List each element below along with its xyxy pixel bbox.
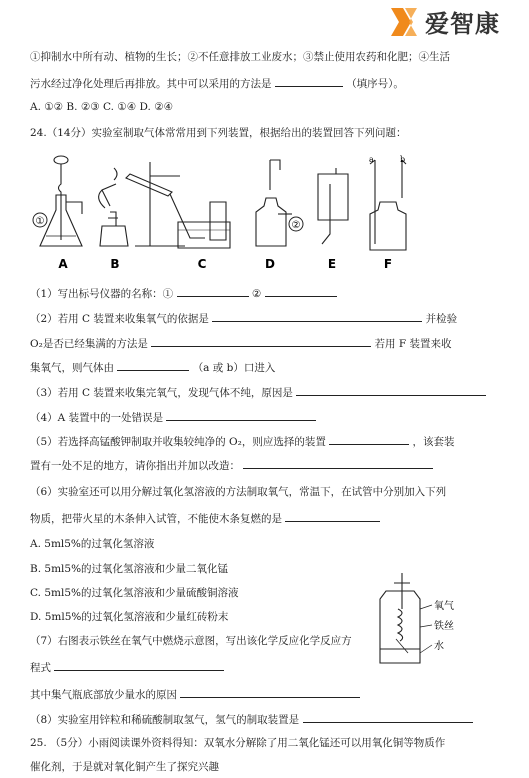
logo-mark-icon xyxy=(389,6,421,38)
tube-b: b xyxy=(400,155,406,164)
q24-s6-line1: （6）实验室还可以用分解过氧化氢溶液的方法制取氧气，常温下，在试管中分别加入下列 xyxy=(30,486,447,498)
q23-line2-tail: （填序号）。 xyxy=(346,78,404,90)
q24-title: 24.（14分）实验室制取气体常常用到下列装置，根据给出的装置回答下列问题： xyxy=(30,127,407,139)
fig-water: 水 xyxy=(434,641,444,652)
logo-text: 爱智康 xyxy=(425,10,500,38)
s1-mark: ② xyxy=(251,288,262,300)
apparatus-diagram xyxy=(30,150,500,275)
label-D: D xyxy=(265,257,275,271)
q24-s1 xyxy=(30,285,337,301)
s2-text-b: 并检验 xyxy=(425,313,458,325)
answer-blank[interactable] xyxy=(54,659,224,671)
s3-text: （3）若用 C 装置来收集完氧气，发现气体不纯，原因是 xyxy=(30,387,293,399)
q24-s7-line1: （7）右图表示铁丝在氧气中燃烧示意图，写出该化学反应化学反应方 xyxy=(30,635,352,647)
answer-blank[interactable] xyxy=(296,384,486,396)
answer-blank[interactable] xyxy=(151,335,371,347)
answer-blank[interactable] xyxy=(166,409,316,421)
q23-line2 xyxy=(30,75,404,91)
answer-blank[interactable] xyxy=(285,510,380,522)
q24-s5-line1 xyxy=(30,433,455,449)
option-a: A. 5ml5%的过氧化氢溶液 xyxy=(30,538,155,550)
label-F: F xyxy=(383,257,393,271)
s8-text: （8）实验室用锌粒和稀硫酸制取氢气，氢气的制取装置是 xyxy=(30,714,300,726)
q24-s7-line3 xyxy=(30,686,360,702)
q23-line2-text: 污水经过净化处理后再排放。其中可以采用的方法是 xyxy=(30,78,272,90)
label-B: B xyxy=(110,257,120,271)
q24-s5-line2 xyxy=(30,457,433,473)
s2-text-f: （a 或 b）口进入 xyxy=(192,362,276,374)
q24-s2-line3 xyxy=(30,359,275,375)
brand-logo xyxy=(389,4,500,39)
s7-text: 程式 xyxy=(30,662,51,674)
label-C: C xyxy=(197,257,207,271)
answer-blank[interactable] xyxy=(243,457,433,469)
s5-text-b: ，该套装 xyxy=(412,436,455,448)
answer-blank[interactable] xyxy=(117,359,189,371)
answer-blank[interactable] xyxy=(329,433,409,445)
s5-text: （5）若选择高锰酸钾制取并收集较纯净的 O₂，则应选择的装置 xyxy=(30,436,326,448)
s6-text: 物质，把带火星的木条伸入试管，不能使木条复燃的是 xyxy=(30,513,282,525)
s2-text-d: 若用 F 装置来收 xyxy=(374,338,452,350)
q24-s4 xyxy=(30,409,316,425)
answer-blank[interactable] xyxy=(275,75,343,87)
s1-text: （1）写出标号仪器的名称：① xyxy=(30,288,174,300)
option-c: C. 5ml5%的过氧化氢溶液和少量硫酸铜溶液 xyxy=(30,587,239,599)
mark-2: ② xyxy=(291,220,301,231)
q25-line1: 25. （5分）小雨阅读课外资料得知：双氧水分解除了用二氧化锰还可以用氧化铜等物质作 xyxy=(30,737,446,749)
answer-blank[interactable] xyxy=(180,686,360,698)
q24-s7-line2 xyxy=(30,659,224,675)
answer-blank[interactable] xyxy=(212,310,422,322)
q24-s2-line1 xyxy=(30,310,457,326)
iron-combustion-figure xyxy=(370,569,480,669)
answer-blank[interactable] xyxy=(177,285,249,297)
s2-text-c: O₂是否已经集满的方法是 xyxy=(30,338,148,350)
s5-text-c: 置有一处不足的地方，请你指出并加以改造： xyxy=(30,460,240,472)
s7-text-c: 其中集气瓶底部放少量水的原因 xyxy=(30,689,177,701)
mark-1: ① xyxy=(35,216,45,227)
fig-iron: 铁丝 xyxy=(434,621,454,632)
s4-text: （4）A 装置中的一处错误是 xyxy=(30,412,164,424)
q23-options: A. ①② B. ②③ C. ①④ D. ②④ xyxy=(30,101,174,113)
label-E: E xyxy=(327,257,337,271)
q23-line1: ①抑制水中所有动、植物的生长；②不任意排放工业废水；③禁止使用农药和化肥；④生活 xyxy=(30,51,450,63)
fig-oxygen: 氧气 xyxy=(434,601,454,612)
s2-text: （2）若用 C 装置来收集氧气的依据是 xyxy=(30,313,209,325)
tube-a: a xyxy=(369,155,374,164)
option-b: B. 5ml5%的过氧化氢溶液和少量二氧化锰 xyxy=(30,563,229,575)
q24-s3 xyxy=(30,384,486,400)
answer-blank[interactable] xyxy=(265,285,337,297)
option-d: D. 5ml5%的过氧化氢溶液和少量红砖粉末 xyxy=(30,611,229,623)
q25-line2: 催化剂，于是就对氧化铜产生了探究兴趣 xyxy=(30,761,219,773)
label-A: A xyxy=(58,257,68,271)
s2-text-e: 集氧气，则气体由 xyxy=(30,362,114,374)
q24-s6-line2 xyxy=(30,510,380,526)
q24-s8 xyxy=(30,711,473,727)
q24-s2-line2 xyxy=(30,335,451,351)
answer-blank[interactable] xyxy=(303,711,473,723)
